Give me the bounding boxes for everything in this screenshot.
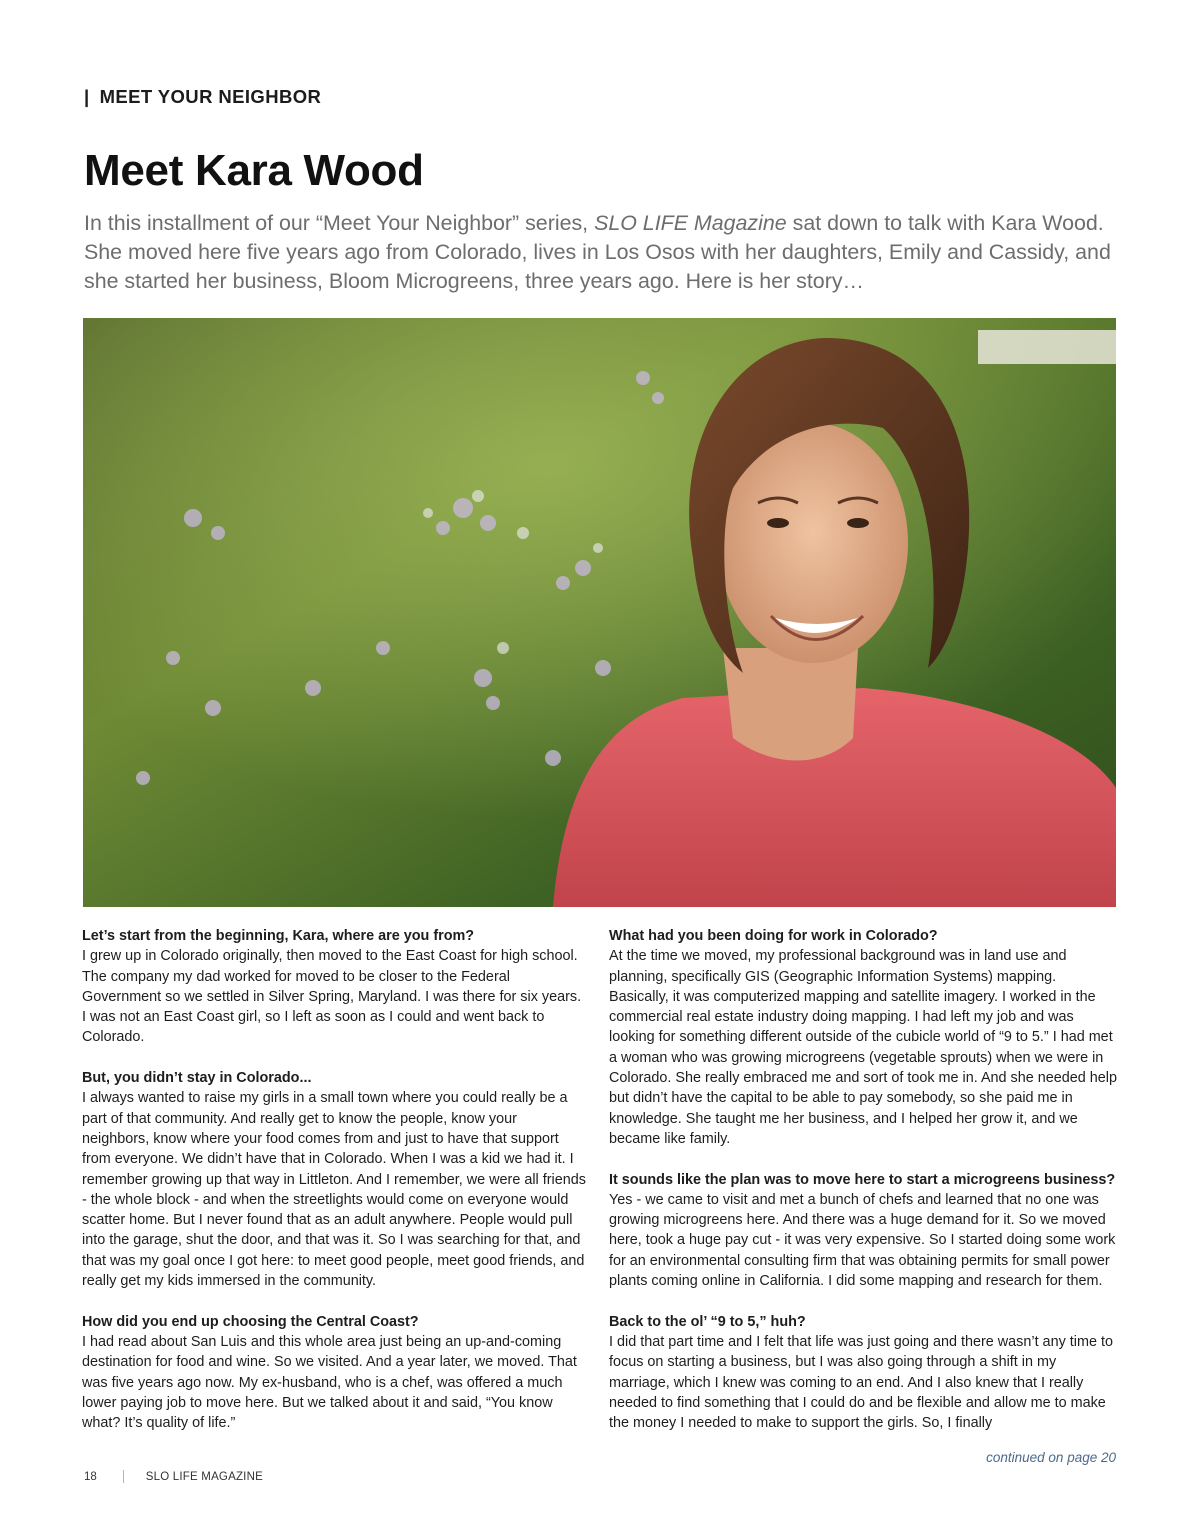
- page-number: 18: [84, 1470, 97, 1483]
- question: What had you been doing for work in Colorado?: [609, 928, 938, 944]
- qa-block: [609, 926, 1119, 1149]
- intro-part1: In this installment of our “Meet Your Neighbor” series,: [84, 211, 595, 235]
- answer: I did that part time and I felt that life was just going and there wasn’t any time to focus on starting a business, but I was also going through a shift in my marriage, which I knew was coming to an end. And I also knew that I really needed to find something that I could do and be flexible and allow me to make the money I needed to make to support the girls. So, I finally: [609, 1333, 1113, 1432]
- publication-name: SLO LIFE MAGAZINE: [145, 1470, 263, 1483]
- qa-block: [609, 1170, 1119, 1292]
- intro-part2: sat down to talk with Kara Wood. She moved here five years ago from Colorado, lives in Los Osos with her daughters, Emily and Cassidy, and she started her business, Bloom Microgreens, three years ago. Here is her story…: [84, 211, 1111, 293]
- footer-divider: [123, 1470, 124, 1483]
- section-bar: |: [84, 86, 90, 107]
- question: Back to the ol’ “9 to 5,” huh?: [609, 1313, 806, 1330]
- answer: I had read about San Luis and this whole area just being an up-and-coming destination for food and wine. So we visited. And a year later, we moved. That was five years ago now. My ex-husband, who is a chef, was offered a much lower paying job to move here. But we talked about it and said, “You know what? It’s quality of life.”: [82, 1333, 577, 1432]
- portrait-photo: [83, 318, 1116, 907]
- section-label: [84, 86, 321, 108]
- answer: Yes - we came to visit and met a bunch of chefs and learned that no one was growing microgreens here. And there was a huge demand for it. So we moved here, took a huge pay cut - it was very expensive. So I started doing some work for an environmental consulting firm that was obtaining permits for small power plants coming online in California. I did some mapping and research for them.: [609, 1191, 1116, 1290]
- qa-block: [82, 1312, 587, 1434]
- qa-block: [82, 926, 587, 1048]
- article-intro: [84, 209, 1124, 296]
- portrait-illustration: [83, 318, 1116, 907]
- question: Let’s start from the beginning, Kara, where are you from?: [82, 928, 475, 944]
- section-name: MEET YOUR NEIGHBOR: [99, 86, 322, 107]
- question: But, you didn’t stay in Colorado...: [82, 1070, 312, 1087]
- page-footer: [84, 1470, 263, 1483]
- article-title: Meet Kara Wood: [84, 146, 424, 195]
- right-column: [609, 926, 1119, 1454]
- question: It sounds like the plan was to move here to start a microgreens business?: [609, 1171, 1116, 1188]
- qa-block: [82, 1068, 587, 1291]
- left-column: [82, 926, 587, 1454]
- question: How did you end up choosing the Central Coast?: [82, 1313, 419, 1330]
- answer: At the time we moved, my professional background was in land use and planning, specifically GIS (Geographic Information Systems) mapping. Basically, it was computerized mapping and satellite imagery. I worked in the commercial real estate industry doing mapping. I had left my job and was looking for something different outside of the cubicle world of “9 to 5.” I had met a woman who was growing microgreens (vegetable sprouts) when we were in Colorado. She really embraced me and sort of took me in. And she needed help but didn’t have the capital to be able to pay somebody, so she paid me in knowledge. She taught me her business, and I helped her grow it, and we became like family.: [609, 948, 1117, 1147]
- intro-magazine-name: SLO LIFE Magazine: [594, 211, 787, 235]
- continued-link[interactable]: continued on page 20: [986, 1450, 1116, 1465]
- answer: I grew up in Colorado originally, then moved to the East Coast for high school. The company my dad worked for moved to be closer to the Federal Government so we settled in Silver Spring, Maryland. I was there for six years. I was not an East Coast girl, so I left as soon as I could and went back to Colorado.: [82, 948, 582, 1046]
- answer: I always wanted to raise my girls in a small town where you could really be a part of that community. And really get to know the people, know your neighbors, know where your food comes from and just to have that support from everyone. We didn’t have that in Colorado. When I was a kid we had it. I remember growing up that way in Littleton. And I remember, we were all friends - the whole block - and when the streetlights would come on everyone would scatter home. But I never found that as an adult anywhere. People would pull into the garage, shut the door, and that was it. So I was searching for that, and that was my goal once I got here: to meet good people, meet good friends, and really get my kids immersed in the community.: [82, 1090, 586, 1290]
- qa-block: [609, 1312, 1119, 1434]
